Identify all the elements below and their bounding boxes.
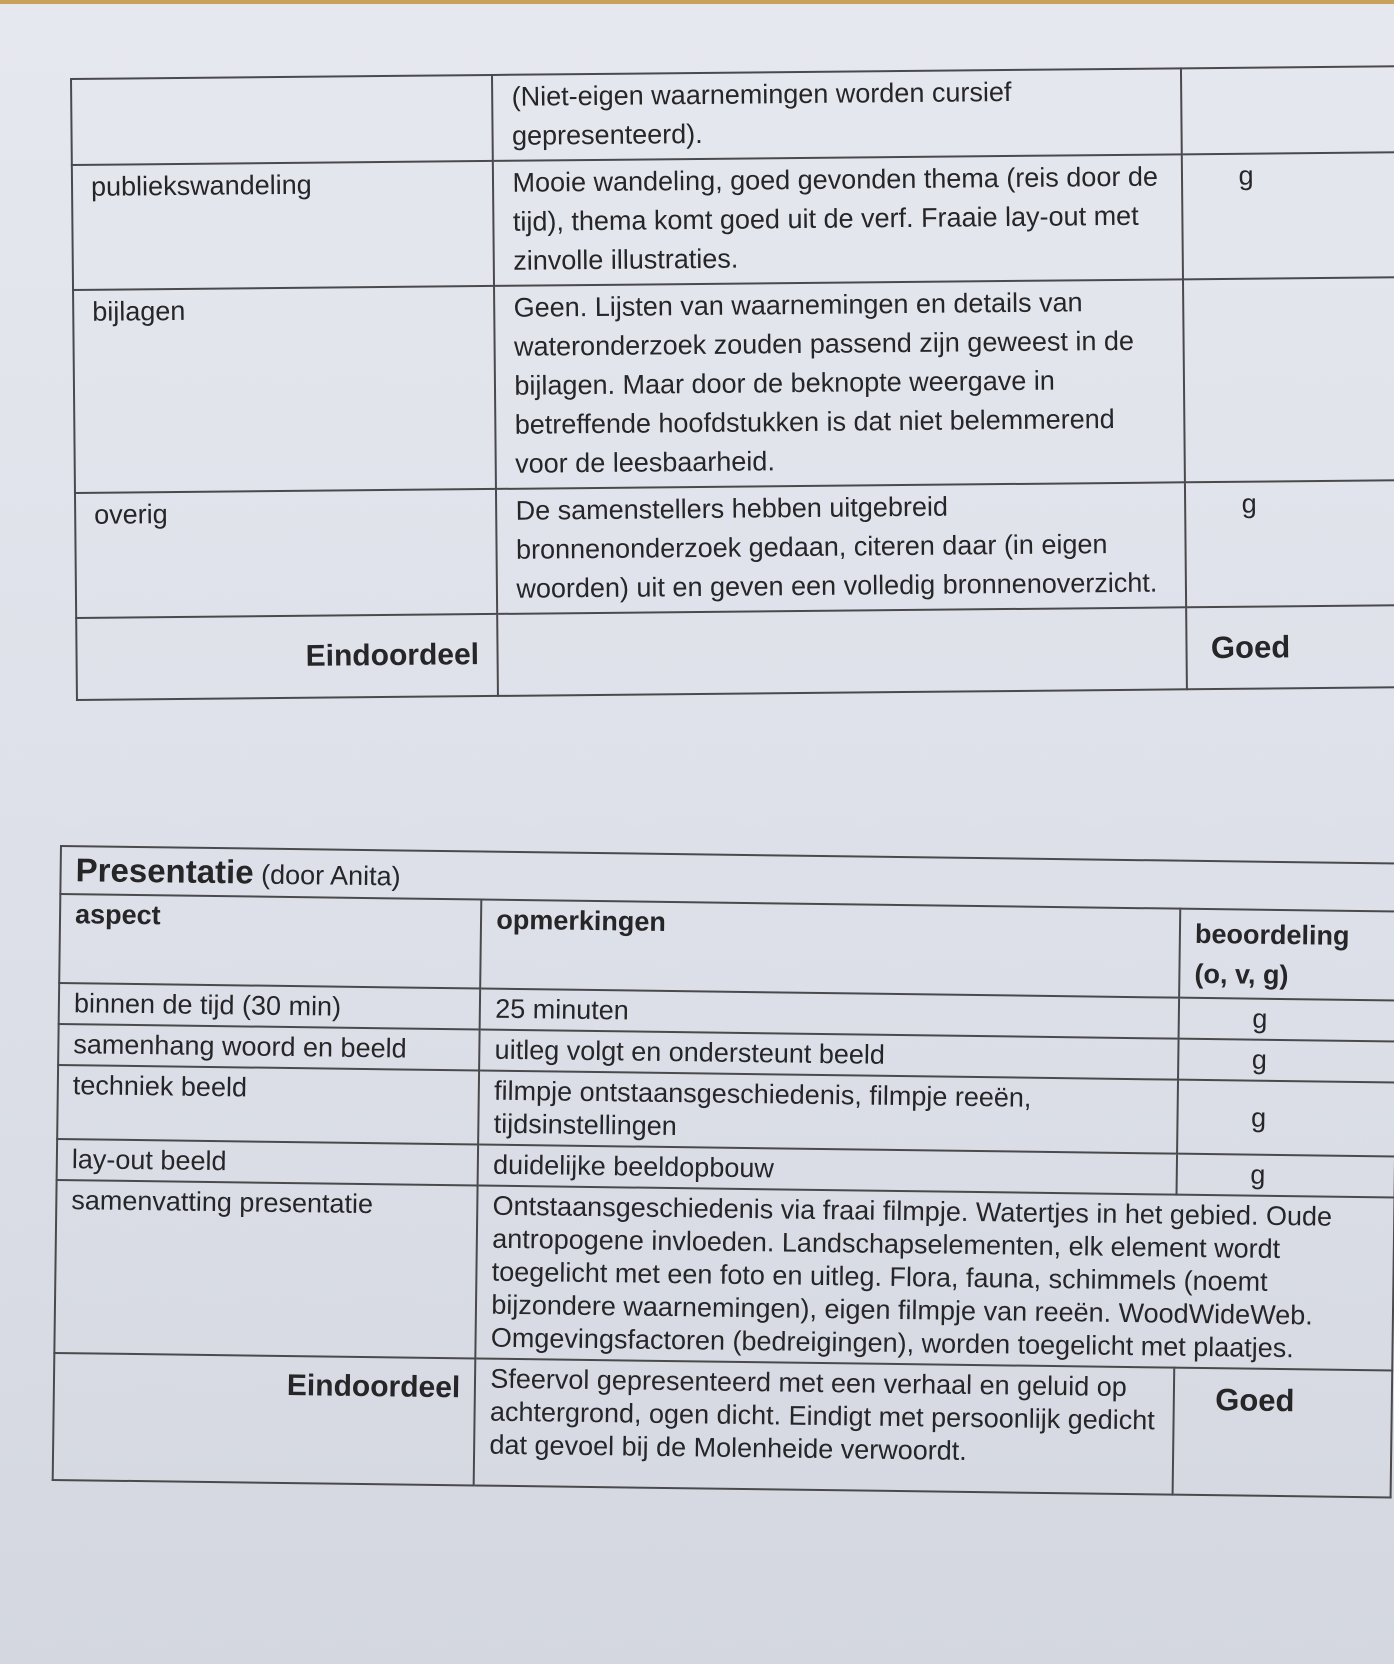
aspect-cell: lay-out beeld bbox=[57, 1139, 479, 1186]
aspect-cell: bijlagen bbox=[73, 286, 496, 493]
final-verdict-row bbox=[76, 605, 1394, 700]
header-grade-label: beoordeling bbox=[1194, 918, 1350, 951]
grade-cell: g bbox=[1179, 998, 1394, 1042]
final-verdict-label: Eindoordeel bbox=[76, 614, 498, 700]
summary-aspect: samenvatting presentatie bbox=[54, 1180, 478, 1359]
summary-text-main: Ontstaansgeschiedenis via fraai filmpje. Watertjes in het gebied. Oude antropogene invloeden. Landschapselementen, elk element wordt toegelicht met een foto en uitleg. Flora, fauna, schimmels (noemt bijzondere waarnemingen), eigen filmpje van reeën. WoodWideWeb. bbox=[491, 1190, 1333, 1331]
remark-cell: De samenstellers hebben uitgebreid bronnenonderzoek gedaan, citeren daar (in eigen woorden) uit en geven een volledig bronnenoverzicht. bbox=[496, 482, 1186, 614]
final-verdict-row bbox=[53, 1353, 1393, 1498]
header-grade-scale: (o, v, g) bbox=[1194, 958, 1289, 991]
grade-cell: g bbox=[1185, 480, 1394, 607]
grade-cell: g bbox=[1177, 1154, 1394, 1198]
table-row bbox=[73, 277, 1394, 493]
header-aspect: aspect bbox=[59, 894, 481, 989]
aspect-cell bbox=[71, 75, 493, 165]
table-row bbox=[72, 152, 1394, 290]
paper-edge bbox=[0, 0, 1394, 4]
remark-cell: (Niet-eigen waarnemingen worden cursief gepresenteerd). bbox=[492, 68, 1181, 161]
remark-cell: filmpje ontstaansgeschiedenis, filmpje reeën, tijdsinstellingen bbox=[478, 1071, 1178, 1154]
grade-cell: g bbox=[1178, 1039, 1394, 1083]
remark-cell: 25 minuten bbox=[480, 989, 1179, 1039]
presentation-table bbox=[52, 845, 1394, 1498]
aspect-cell: samenhang woord en beeld bbox=[58, 1024, 480, 1071]
remark-cell: Geen. Lijsten van waarnemingen en details van wateronderzoek zouden passend zijn geweest in de bijlagen. Maar door de beknopte weergave in betreffende hoofdstukken is dat niet belemmerend voor de leesbaarheid. bbox=[494, 279, 1185, 489]
final-verdict-grade: Goed bbox=[1186, 605, 1394, 689]
header-remarks: opmerkingen bbox=[480, 900, 1180, 998]
summary-row bbox=[54, 1180, 1394, 1370]
summary-text-threats: Omgevingsfactoren (bedreigingen), worden toegelicht met plaatjes. bbox=[490, 1322, 1294, 1364]
section-title-main: Presentatie bbox=[75, 851, 254, 891]
header-grade bbox=[1179, 909, 1394, 1001]
header-row bbox=[59, 894, 1394, 1001]
remark-cell: uitleg volgt en ondersteunt beeld bbox=[479, 1030, 1178, 1080]
table-row bbox=[75, 480, 1394, 618]
remark-cell: duidelijke beeldopbouw bbox=[478, 1145, 1177, 1195]
aspect-cell: overig bbox=[75, 489, 498, 618]
table-row bbox=[71, 66, 1394, 165]
final-verdict-grade: Goed bbox=[1173, 1368, 1393, 1498]
final-verdict-label: Eindoordeel bbox=[53, 1353, 476, 1486]
aspect-cell: binnen de tijd (30 min) bbox=[59, 983, 481, 1030]
grade-cell bbox=[1183, 277, 1394, 482]
final-verdict-remark: Sfeervol gepresenteerd met een verhaal en geluid op achtergrond, ogen dicht. Eindigt met persoonlijk gedicht dat gevoel bij de Molenheide verwoordt. bbox=[474, 1358, 1174, 1494]
aspect-cell: publiekswandeling bbox=[72, 161, 495, 290]
grade-cell: g bbox=[1182, 152, 1394, 279]
aspect-cell: techniek beeld bbox=[57, 1065, 479, 1145]
final-verdict-remark bbox=[498, 607, 1187, 696]
remark-cell: Mooie wandeling, goed gevonden thema (reis door de tijd), thema komt goed uit de verf. Fraaie lay-out met zinvolle illustraties. bbox=[493, 154, 1183, 286]
criteria-table bbox=[70, 65, 1394, 701]
grade-cell bbox=[1181, 66, 1394, 154]
grade-cell: g bbox=[1177, 1080, 1394, 1157]
section-title-suffix: (door Anita) bbox=[260, 859, 401, 892]
summary-text bbox=[476, 1185, 1394, 1370]
